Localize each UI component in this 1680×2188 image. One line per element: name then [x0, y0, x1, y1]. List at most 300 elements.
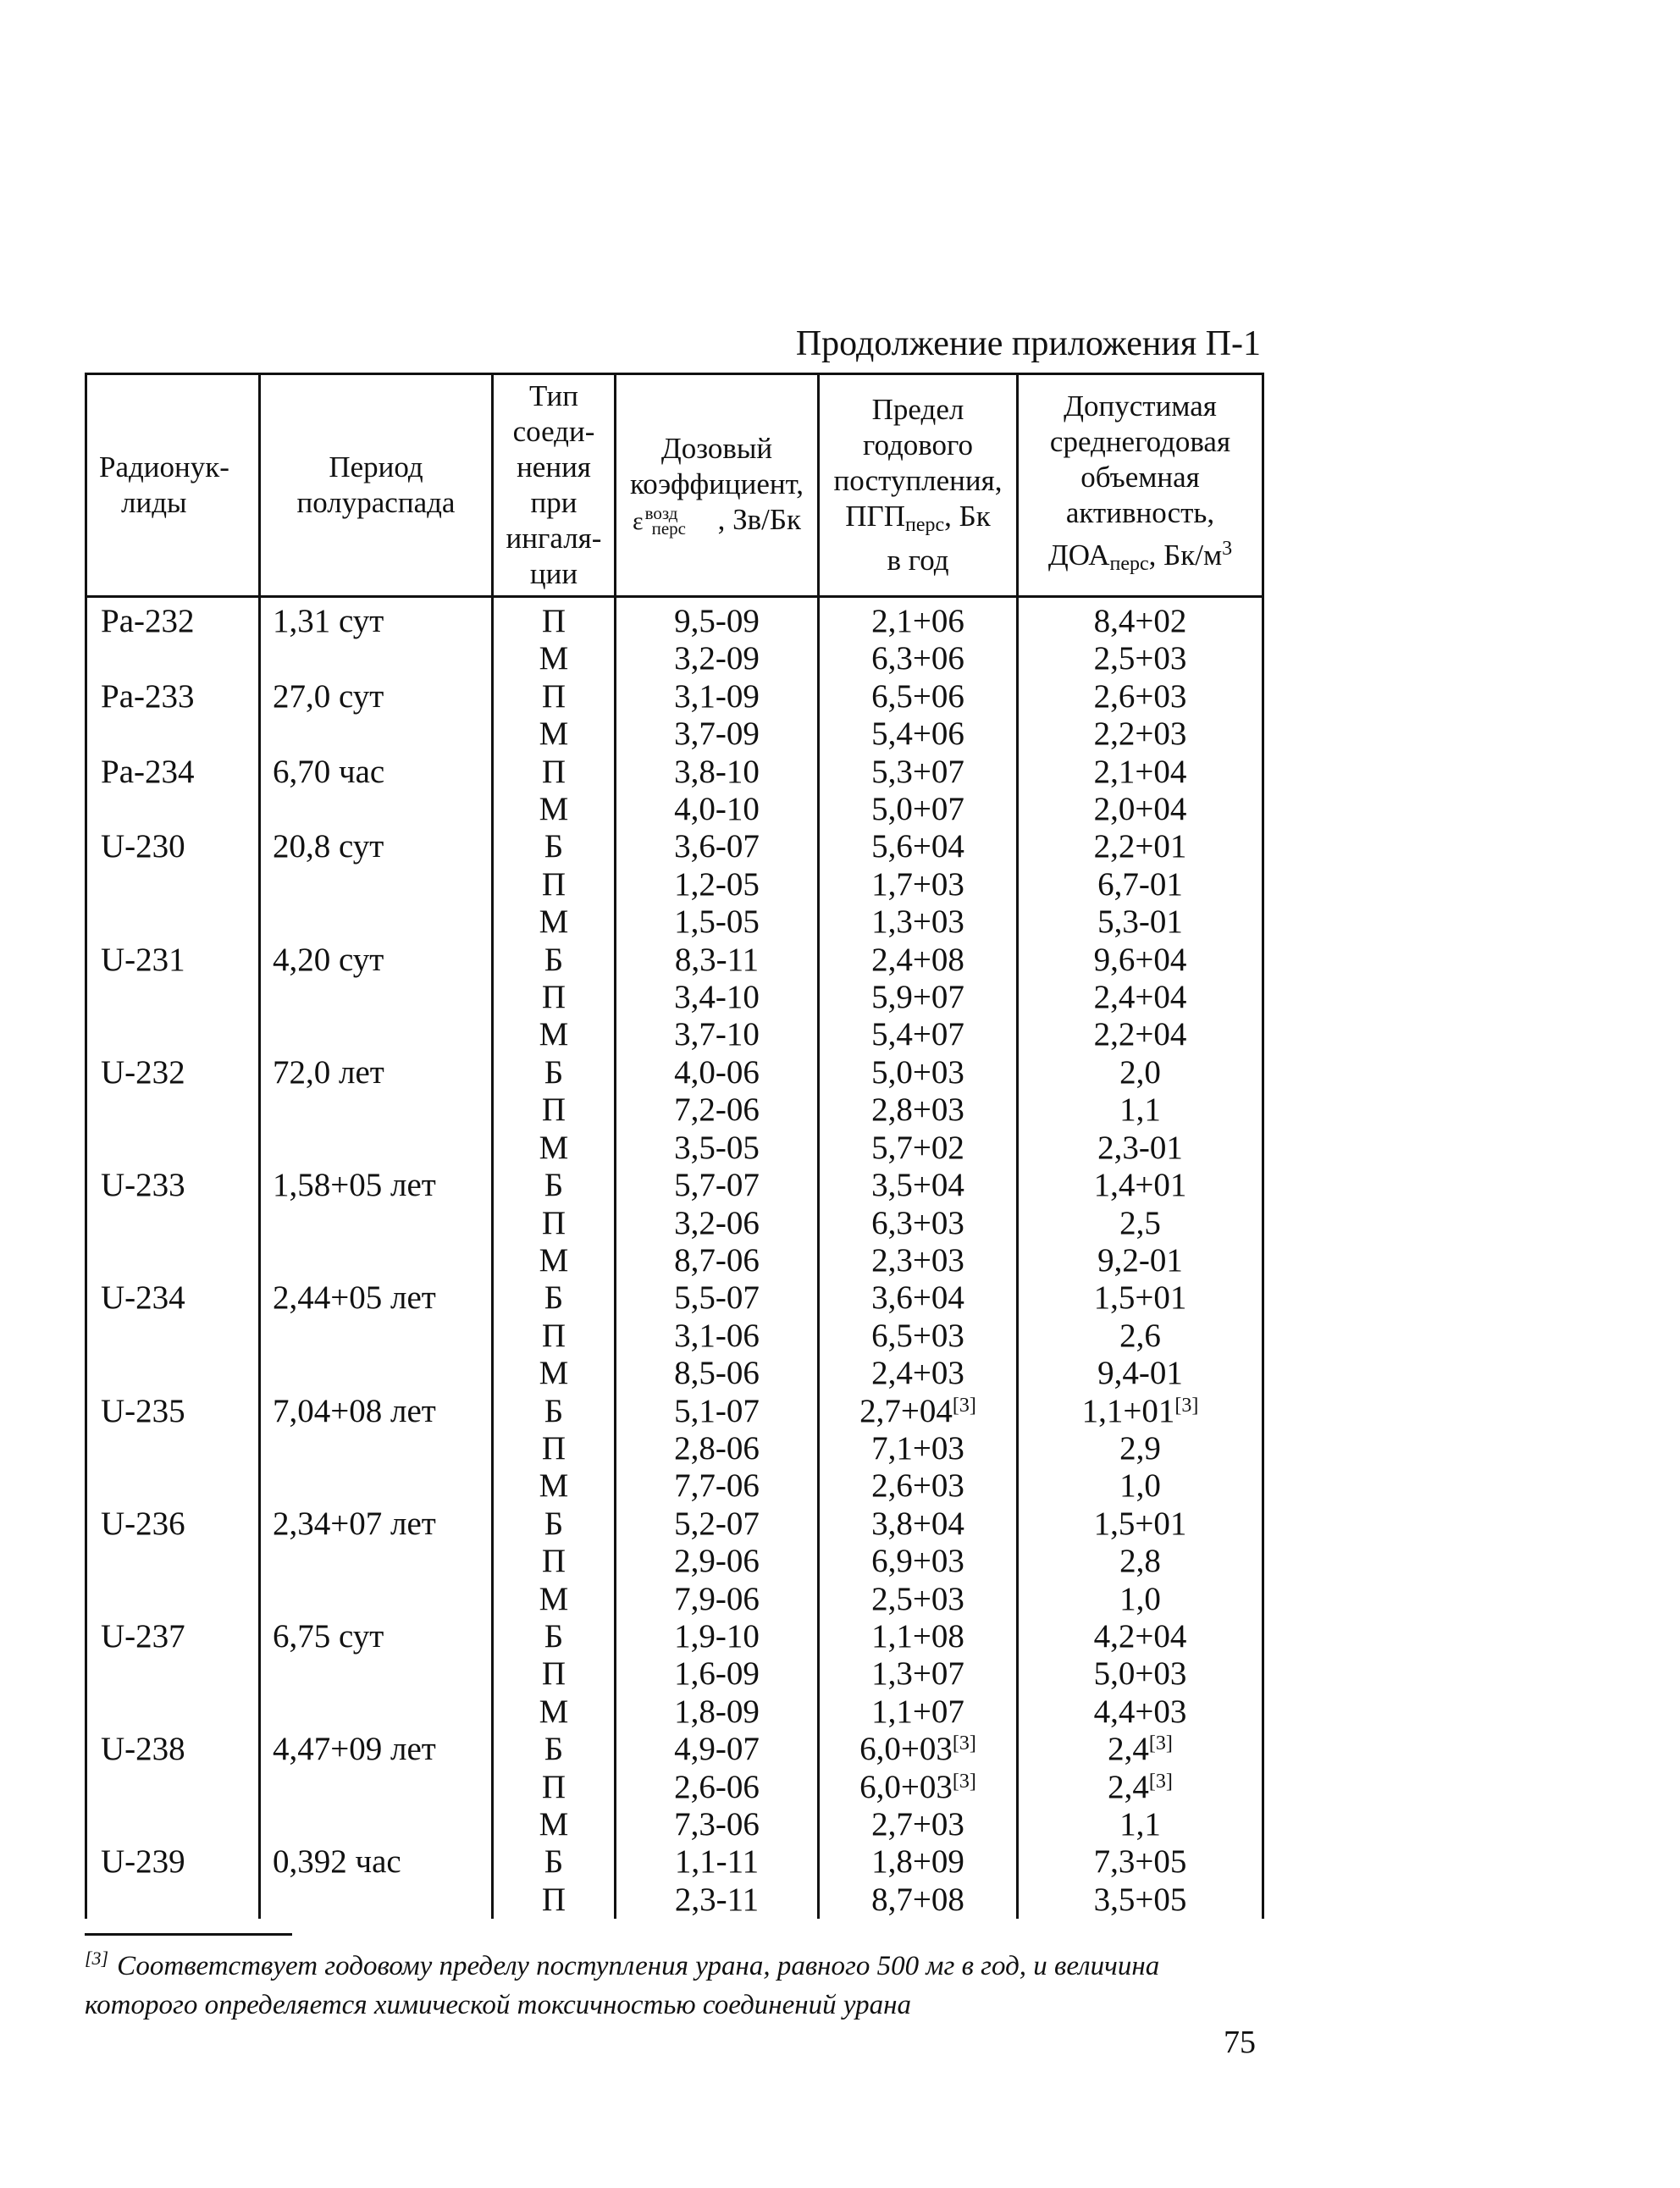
cell-activity-value: 2,5 — [1119, 1204, 1161, 1241]
cell-limit-value: 2,4+08 — [871, 941, 964, 978]
cell-type-value: М — [539, 791, 569, 828]
cell-type-value: П — [541, 1091, 566, 1129]
cell-activity-value: 2,2+04 — [1093, 1016, 1187, 1053]
cell-dose-value: 7,7-06 — [674, 1467, 760, 1505]
cell-activity — [1018, 1318, 1263, 1355]
table-row — [86, 716, 1263, 753]
table-row — [86, 903, 1263, 941]
cell-type — [493, 640, 616, 677]
table-row — [86, 1205, 1263, 1242]
cell-halflife — [260, 1242, 493, 1279]
cell-type-value: М — [539, 1016, 569, 1053]
cell-type — [493, 791, 616, 828]
cell-halflife — [260, 1016, 493, 1053]
cell-limit-value: 6,3+03 — [871, 1204, 964, 1241]
cell-type — [493, 597, 616, 641]
cell-dose-value: 5,7-07 — [674, 1167, 760, 1204]
cell-dose — [616, 1430, 819, 1467]
header-nuclide-line2: лиды — [121, 486, 187, 519]
cell-activity — [1018, 1881, 1263, 1919]
cell-activity — [1018, 1843, 1263, 1881]
cell-activity-value: 3,5+05 — [1093, 1881, 1187, 1918]
cell-activity-value: 2,3-01 — [1097, 1129, 1183, 1166]
cell-dose-value: 3,2-06 — [674, 1204, 760, 1241]
cell-limit — [819, 1091, 1018, 1129]
header-limit-line3: поступления, — [833, 464, 1003, 497]
cell-halflife-value: 1,31 сут — [273, 603, 384, 639]
header-activity — [1018, 374, 1263, 597]
header-dose-line2: коэффициент, — [630, 467, 804, 500]
cell-nuclide — [86, 1054, 260, 1091]
cell-dose-value: 1,6-09 — [674, 1655, 760, 1693]
cell-type-value: П — [541, 1204, 566, 1241]
header-activity-exp: 3 — [1222, 538, 1233, 560]
table-row — [86, 1769, 1263, 1806]
cell-activity — [1018, 1769, 1263, 1806]
cell-nuclide — [86, 1731, 260, 1768]
cell-limit-value: 2,7+04 — [859, 1392, 953, 1429]
cell-limit-value: 5,9+07 — [871, 979, 964, 1016]
cell-type-value: П — [541, 1655, 566, 1693]
cell-nuclide — [86, 597, 260, 641]
cell-nuclide — [86, 942, 260, 979]
cell-activity — [1018, 979, 1263, 1016]
cell-dose-value: 7,3-06 — [674, 1806, 760, 1843]
cell-dose-value: 1,9-10 — [674, 1617, 760, 1655]
cell-activity-value: 2,6 — [1119, 1317, 1161, 1354]
cell-type-value: П — [541, 603, 566, 639]
cell-limit — [819, 1054, 1018, 1091]
table-row — [86, 678, 1263, 716]
table-row — [86, 866, 1263, 903]
cell-limit — [819, 678, 1018, 716]
cell-limit-value: 6,3+06 — [871, 640, 964, 677]
cell-limit — [819, 1205, 1018, 1242]
cell-activity-value: 8,4+02 — [1093, 603, 1187, 639]
cell-nuclide — [86, 828, 260, 865]
cell-limit-value: 2,3+03 — [871, 1241, 964, 1279]
cell-dose-value: 8,3-11 — [674, 941, 760, 978]
cell-nuclide — [86, 1242, 260, 1279]
cell-activity — [1018, 791, 1263, 828]
cell-dose-value: 2,6-06 — [674, 1768, 760, 1805]
continuation-title: Продолжение приложения П-1 — [795, 324, 1261, 363]
cell-activity-value: 2,5+03 — [1093, 640, 1187, 677]
cell-nuclide — [86, 754, 260, 791]
cell-type-value: М — [539, 1355, 569, 1392]
header-activity-line1: Допустимая — [1064, 390, 1217, 423]
cell-nuclide-value: Pa-232 — [101, 603, 195, 639]
cell-type-value: Б — [544, 828, 564, 865]
cell-nuclide — [86, 1806, 260, 1843]
cell-limit-value: 2,6+03 — [871, 1467, 964, 1505]
cell-dose — [616, 716, 819, 753]
header-halflife-line2: полураспада — [296, 486, 456, 519]
cell-dose — [616, 1543, 819, 1580]
cell-type-value: М — [539, 1129, 569, 1166]
cell-activity — [1018, 1205, 1263, 1242]
cell-type — [493, 942, 616, 979]
table-row — [86, 791, 1263, 828]
cell-halflife — [260, 1693, 493, 1731]
cell-halflife — [260, 1318, 493, 1355]
cell-type-value: М — [539, 716, 569, 753]
table-row — [86, 1843, 1263, 1881]
cell-activity — [1018, 1430, 1263, 1467]
cell-halflife — [260, 1430, 493, 1467]
footnote — [85, 1939, 1270, 2025]
cell-activity — [1018, 1242, 1263, 1279]
cell-halflife — [260, 1091, 493, 1129]
footnote-text: Соответствует годовому пределу поступления урана, равного 500 мг в год, и величина которого определяется химической токсичностью соединений урана — [85, 1951, 1160, 2020]
cell-type-value: М — [539, 1467, 569, 1505]
cell-dose — [616, 1054, 819, 1091]
cell-type — [493, 1167, 616, 1204]
cell-halflife — [260, 1881, 493, 1919]
cell-limit — [819, 1467, 1018, 1505]
cell-type-value: Б — [544, 1731, 564, 1768]
cell-type — [493, 828, 616, 865]
cell-halflife — [260, 1205, 493, 1242]
cell-limit-value: 3,5+04 — [871, 1167, 964, 1204]
table-row — [86, 1731, 1263, 1768]
cell-dose-value: 3,1-06 — [674, 1317, 760, 1354]
cell-nuclide — [86, 1769, 260, 1806]
table-body — [86, 597, 1263, 1920]
cell-dose-value: 5,2-07 — [674, 1505, 760, 1542]
cell-dose-value: 3,5-05 — [674, 1129, 760, 1166]
table-row — [86, 828, 1263, 865]
page-number: 75 — [1224, 2025, 1256, 2060]
cell-limit-value: 6,0+03 — [859, 1731, 953, 1768]
cell-type-value: П — [541, 677, 566, 715]
cell-dose-value: 2,9-06 — [674, 1543, 760, 1580]
cell-limit-value: 2,4+03 — [871, 1355, 964, 1392]
cell-type-value: Б — [544, 1617, 564, 1655]
cell-type — [493, 1769, 616, 1806]
cell-type — [493, 1655, 616, 1693]
cell-type-value: П — [541, 979, 566, 1016]
cell-nuclide — [86, 678, 260, 716]
cell-activity — [1018, 1543, 1263, 1580]
cell-activity-value: 5,3-01 — [1097, 903, 1183, 941]
cell-limit — [819, 1279, 1018, 1317]
cell-activity-value: 1,4+01 — [1093, 1167, 1187, 1204]
cell-type — [493, 1731, 616, 1768]
footnote-mark: [3] — [85, 1948, 109, 1969]
cell-dose — [616, 1506, 819, 1543]
cell-halflife — [260, 828, 493, 865]
header-limit-unit: , Бк — [944, 500, 991, 533]
cell-dose-value: 5,1-07 — [674, 1392, 760, 1429]
cell-halflife — [260, 1167, 493, 1204]
cell-nuclide — [86, 1167, 260, 1204]
cell-halflife — [260, 678, 493, 716]
cell-dose — [616, 1016, 819, 1053]
header-limit-sub: перс — [905, 514, 945, 536]
cell-nuclide-value: U-233 — [101, 1167, 185, 1204]
table-row — [86, 1430, 1263, 1467]
cell-dose-value: 1,5-05 — [674, 903, 760, 941]
cell-limit — [819, 597, 1018, 641]
cell-activity — [1018, 1731, 1263, 1768]
header-activity-sub: перс — [1109, 553, 1149, 575]
cell-type — [493, 1543, 616, 1580]
table-row — [86, 1167, 1263, 1204]
cell-limit — [819, 754, 1018, 791]
cell-activity-value: 4,4+03 — [1093, 1693, 1187, 1730]
cell-halflife-value: 6,70 час — [273, 753, 385, 790]
cell-dose-value: 8,5-06 — [674, 1355, 760, 1392]
cell-limit-value: 3,8+04 — [871, 1505, 964, 1542]
cell-activity — [1018, 1167, 1263, 1204]
cell-limit — [819, 1130, 1018, 1167]
cell-type — [493, 866, 616, 903]
cell-dose-value: 4,0-10 — [674, 791, 760, 828]
cell-type — [493, 1843, 616, 1881]
cell-dose — [616, 791, 819, 828]
cell-dose — [616, 903, 819, 941]
cell-nuclide — [86, 1881, 260, 1919]
cell-dose — [616, 640, 819, 677]
cell-limit-value: 5,4+06 — [871, 716, 964, 753]
cell-activity-value: 9,6+04 — [1093, 941, 1187, 978]
cell-type — [493, 1618, 616, 1655]
cell-halflife-value: 27,0 сут — [273, 677, 384, 715]
cell-limit-value: 1,3+03 — [871, 903, 964, 941]
table-row — [86, 754, 1263, 791]
cell-type — [493, 1130, 616, 1167]
cell-nuclide — [86, 1205, 260, 1242]
cell-activity — [1018, 1393, 1263, 1430]
cell-type-value: М — [539, 1693, 569, 1730]
cell-type — [493, 1318, 616, 1355]
cell-nuclide — [86, 1655, 260, 1693]
cell-limit — [819, 1543, 1018, 1580]
cell-type-value: М — [539, 903, 569, 941]
cell-dose — [616, 1731, 819, 1768]
cell-nuclide — [86, 1843, 260, 1881]
cell-dose-value: 7,9-06 — [674, 1580, 760, 1617]
cell-activity — [1018, 942, 1263, 979]
header-activity-abbr: ДОА — [1047, 539, 1110, 572]
header-limit-last: в год — [887, 544, 949, 577]
table-row — [86, 1618, 1263, 1655]
cell-activity-value: 2,0+04 — [1093, 791, 1187, 828]
cell-limit-value: 5,3+07 — [871, 753, 964, 790]
table-row — [86, 597, 1263, 641]
cell-limit-value: 6,0+03 — [859, 1768, 953, 1805]
cell-activity-value: 4,2+04 — [1093, 1617, 1187, 1655]
cell-activity — [1018, 716, 1263, 753]
cell-limit-value: 5,4+07 — [871, 1016, 964, 1053]
header-halflife-line1: Период — [329, 450, 423, 483]
cell-limit-value: 2,8+03 — [871, 1091, 964, 1129]
cell-nuclide — [86, 979, 260, 1016]
table-row — [86, 1242, 1263, 1279]
header-dose-epsilon: ε — [633, 507, 644, 535]
cell-dose — [616, 1279, 819, 1317]
header-halflife — [260, 374, 493, 597]
cell-type — [493, 1279, 616, 1317]
cell-activity — [1018, 828, 1263, 865]
cell-type — [493, 754, 616, 791]
header-dose — [616, 374, 819, 597]
cell-activity-value: 2,9 — [1119, 1429, 1161, 1467]
table-row — [86, 1355, 1263, 1392]
header-type-line1: Тип — [529, 379, 578, 412]
cell-nuclide-value: U-237 — [101, 1617, 185, 1655]
table-row — [86, 640, 1263, 677]
cell-nuclide — [86, 1693, 260, 1731]
cell-dose-value: 1,1-11 — [674, 1843, 760, 1881]
cell-activity-value: 2,8 — [1119, 1543, 1161, 1580]
table-header — [86, 374, 1263, 597]
footnote-ref: [3] — [952, 1394, 976, 1417]
cell-type — [493, 1393, 616, 1430]
cell-activity — [1018, 866, 1263, 903]
cell-type-value: П — [541, 865, 566, 903]
cell-limit-value: 1,1+07 — [871, 1693, 964, 1730]
cell-activity-value: 6,7-01 — [1097, 865, 1183, 903]
cell-dose — [616, 754, 819, 791]
cell-type — [493, 1581, 616, 1618]
cell-halflife — [260, 1618, 493, 1655]
cell-halflife — [260, 903, 493, 941]
cell-type — [493, 716, 616, 753]
cell-dose — [616, 1467, 819, 1505]
cell-halflife-value: 2,34+07 лет — [273, 1505, 436, 1542]
cell-dose — [616, 1769, 819, 1806]
cell-type — [493, 1205, 616, 1242]
header-type-line5: ингаля- — [506, 522, 602, 555]
cell-limit-value: 1,1+08 — [871, 1617, 964, 1655]
cell-activity — [1018, 1806, 1263, 1843]
header-dose-unit: , Зв/Бк — [717, 503, 801, 536]
header-activity-line2: среднегодовая — [1049, 425, 1231, 458]
header-limit-line1: Предел — [871, 393, 964, 426]
cell-halflife — [260, 942, 493, 979]
cell-type — [493, 1054, 616, 1091]
cell-dose — [616, 1130, 819, 1167]
cell-dose-value: 1,2-05 — [674, 865, 760, 903]
cell-limit — [819, 1355, 1018, 1392]
footnote-ref: [3] — [1174, 1394, 1199, 1417]
cell-limit-value: 1,7+03 — [871, 865, 964, 903]
cell-halflife-value: 4,47+09 лет — [273, 1731, 436, 1768]
cell-activity — [1018, 1279, 1263, 1317]
cell-dose — [616, 1393, 819, 1430]
cell-nuclide-value: U-239 — [101, 1843, 185, 1881]
cell-type — [493, 1430, 616, 1467]
cell-type-value: Б — [544, 1053, 564, 1091]
cell-limit — [819, 1731, 1018, 1768]
footnote-ref: [3] — [1148, 1770, 1173, 1793]
cell-dose — [616, 828, 819, 865]
cell-limit — [819, 1393, 1018, 1430]
cell-limit — [819, 1618, 1018, 1655]
cell-halflife — [260, 1543, 493, 1580]
cell-type-value: П — [541, 1543, 566, 1580]
cell-nuclide-value: U-235 — [101, 1392, 185, 1429]
cell-limit — [819, 1769, 1018, 1806]
cell-activity — [1018, 1054, 1263, 1091]
cell-type-value: П — [541, 1881, 566, 1918]
cell-limit-value: 6,5+06 — [871, 677, 964, 715]
cell-type — [493, 903, 616, 941]
header-activity-line3: объемная — [1080, 461, 1200, 494]
cell-limit-value: 7,1+03 — [871, 1429, 964, 1467]
cell-dose-value: 3,7-10 — [674, 1016, 760, 1053]
cell-activity-value: 1,0 — [1119, 1580, 1161, 1617]
cell-dose — [616, 942, 819, 979]
cell-activity — [1018, 1655, 1263, 1693]
footnote-ref: [3] — [1148, 1732, 1173, 1755]
cell-activity-value: 2,6+03 — [1093, 677, 1187, 715]
cell-dose-value: 3,6-07 — [674, 828, 760, 865]
cell-activity — [1018, 1355, 1263, 1392]
cell-activity-value: 2,1+04 — [1093, 753, 1187, 790]
cell-dose-value: 9,5-09 — [674, 603, 760, 639]
cell-halflife — [260, 754, 493, 791]
header-type — [493, 374, 616, 597]
cell-activity-value: 2,4 — [1108, 1768, 1149, 1805]
cell-type-value: М — [539, 640, 569, 677]
table-row — [86, 1693, 1263, 1731]
cell-activity-value: 1,1 — [1119, 1091, 1161, 1129]
cell-halflife-value: 72,0 лет — [273, 1053, 384, 1091]
cell-activity-value: 1,1+01 — [1081, 1392, 1175, 1429]
cell-activity — [1018, 1581, 1263, 1618]
cell-type-value: Б — [544, 1279, 564, 1317]
cell-type-value: Б — [544, 941, 564, 978]
cell-limit-value: 2,5+03 — [871, 1580, 964, 1617]
cell-activity — [1018, 1506, 1263, 1543]
table-row — [86, 1393, 1263, 1430]
cell-limit-value: 6,5+03 — [871, 1317, 964, 1354]
cell-activity-value: 1,5+01 — [1093, 1279, 1187, 1317]
header-activity-unit: , Бк/м — [1148, 539, 1223, 572]
cell-nuclide — [86, 640, 260, 677]
cell-type-value: Б — [544, 1392, 564, 1429]
cell-type-value: П — [541, 753, 566, 790]
footnote-rule — [85, 1933, 292, 1936]
cell-activity-value: 2,0 — [1119, 1053, 1161, 1091]
cell-halflife — [260, 1393, 493, 1430]
cell-limit — [819, 640, 1018, 677]
cell-nuclide — [86, 1618, 260, 1655]
cell-limit — [819, 1242, 1018, 1279]
header-dose-sub: перс — [651, 517, 686, 539]
cell-activity — [1018, 1016, 1263, 1053]
cell-halflife-value: 6,75 сут — [273, 1617, 384, 1655]
cell-nuclide — [86, 1506, 260, 1543]
header-limit-line2: годового — [862, 428, 974, 461]
cell-dose-value: 3,7-09 — [674, 716, 760, 753]
cell-type — [493, 1355, 616, 1392]
table-row — [86, 1016, 1263, 1053]
cell-activity-value: 2,2+03 — [1093, 716, 1187, 753]
cell-nuclide-value: U-232 — [101, 1053, 185, 1091]
cell-limit-value: 5,0+03 — [871, 1053, 964, 1091]
cell-halflife — [260, 866, 493, 903]
cell-halflife-value: 0,392 час — [273, 1843, 401, 1881]
cell-type-value: Б — [544, 1167, 564, 1204]
cell-dose — [616, 1693, 819, 1731]
cell-type — [493, 1693, 616, 1731]
cell-activity-value: 9,4-01 — [1097, 1355, 1183, 1392]
cell-dose-value: 2,8-06 — [674, 1429, 760, 1467]
